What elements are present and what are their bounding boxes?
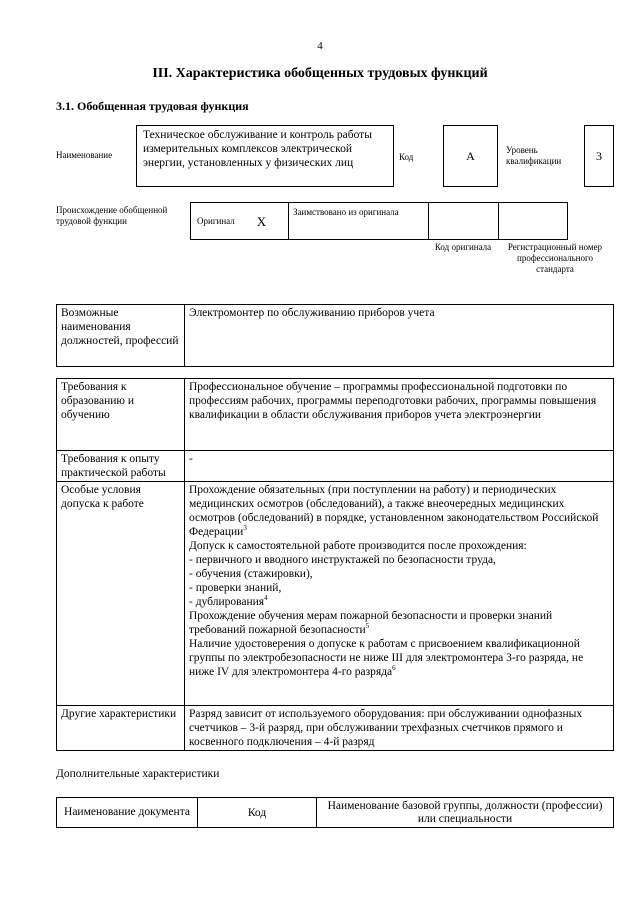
special-p2: Допуск к самостоятельной работе производится после прохождения: — [189, 540, 527, 552]
function-name-box — [136, 125, 394, 187]
page-number: 4 — [317, 40, 323, 52]
special-list-item: - первичного и вводного инструктажей по безопасности труда, — [189, 554, 496, 566]
footnote-ref: 6 — [392, 664, 396, 673]
special-p3: Прохождение обучения мерам пожарной безопасности и проверки знаний требований пожарной безопасности — [189, 610, 553, 636]
special-list-item: - проверки знаний, — [189, 582, 282, 594]
level-label: Уровень квалификации — [506, 145, 562, 166]
special-list-item: - обучения (стажировки), — [189, 568, 313, 580]
original-mark: X — [256, 213, 267, 229]
col-code: Код — [198, 798, 317, 828]
code-label: Код — [399, 152, 414, 162]
level-value: 3 — [596, 148, 602, 163]
col-document: Наименование документа — [57, 798, 198, 828]
special-p1: Прохождение обязательных (при поступлении на работу) и периодических медицинских осмотров (обследований), а также внеочередных медицинских осмотров (обследований) в порядке, установленном законодательством Российской Федерации — [189, 484, 599, 538]
name-label: Наименование — [56, 150, 113, 160]
borrowed-cell — [289, 203, 429, 239]
reg-number-cell — [499, 203, 567, 239]
level-box — [584, 125, 614, 187]
subsection-title: 3.1. Обобщенная трудовая функция — [56, 99, 249, 113]
requirements-table — [56, 378, 614, 751]
special-label: Особые условия допуска к работе — [57, 482, 185, 706]
additional-title: Дополнительные характеристики — [56, 768, 220, 780]
additional-table — [56, 797, 614, 828]
special-list-item: - дублирования — [189, 596, 265, 608]
footnote-ref: 5 — [365, 622, 370, 631]
special-p4: Наличие удостоверения о допуске к работам с присвоением квалификационной группы по электробезопасности не ниже III для электромонтера 3-го разряда, не ниже IV для электромонтера 4-го разряда — [189, 638, 584, 678]
origin-box — [190, 202, 568, 240]
positions-table — [56, 304, 614, 367]
original-cell — [191, 203, 289, 239]
other-value: Разряд зависит от используемого оборудования: при обслуживании однофазных счетчиков – 3-й разряд, при обслуживании трехфазных счетчиков прямого и косвенного подключения – 4-й разряд — [185, 706, 614, 751]
experience-value: - — [185, 451, 614, 482]
education-value: Профессиональное обучение – программы профессиональной подготовки по профессиям рабочих, программы переподготовки рабочих, программы повышения квалификации в области обслуживания приборов учета электроэнергии — [185, 379, 614, 451]
other-label: Другие характеристики — [57, 706, 185, 751]
section-title: III. Характеристика обобщенных трудовых функций — [152, 66, 488, 81]
reg-number-caption: Регистрационный номер профессионального стандарта — [507, 242, 603, 274]
special-value — [185, 482, 614, 706]
footnote-ref: 3 — [243, 524, 247, 533]
original-code-cell — [429, 203, 499, 239]
code-value: A — [466, 148, 475, 163]
positions-label: Возможные наименования должностей, профессий — [57, 305, 185, 367]
original-code-caption: Код оригинала — [434, 242, 492, 252]
education-label: Требования к образованию и обучению — [57, 379, 185, 451]
footnote-ref: 4 — [264, 594, 268, 603]
origin-label: Происхождение обобщенной трудовой функции — [56, 205, 168, 226]
function-name: Техническое обслуживание и контроль работы измерительных комплексов электрической энергии, установленных у физических лиц — [143, 129, 372, 169]
col-group: Наименование базовой группы, должности (профессии) или специальности — [317, 798, 614, 828]
borrowed-label: Заимствовано из оригинала — [293, 207, 399, 217]
code-box — [443, 125, 498, 187]
original-label: Оригинал — [197, 215, 235, 226]
positions-value: Электромонтер по обслуживанию приборов учета — [185, 305, 614, 367]
experience-label: Требования к опыту практической работы — [57, 451, 185, 482]
